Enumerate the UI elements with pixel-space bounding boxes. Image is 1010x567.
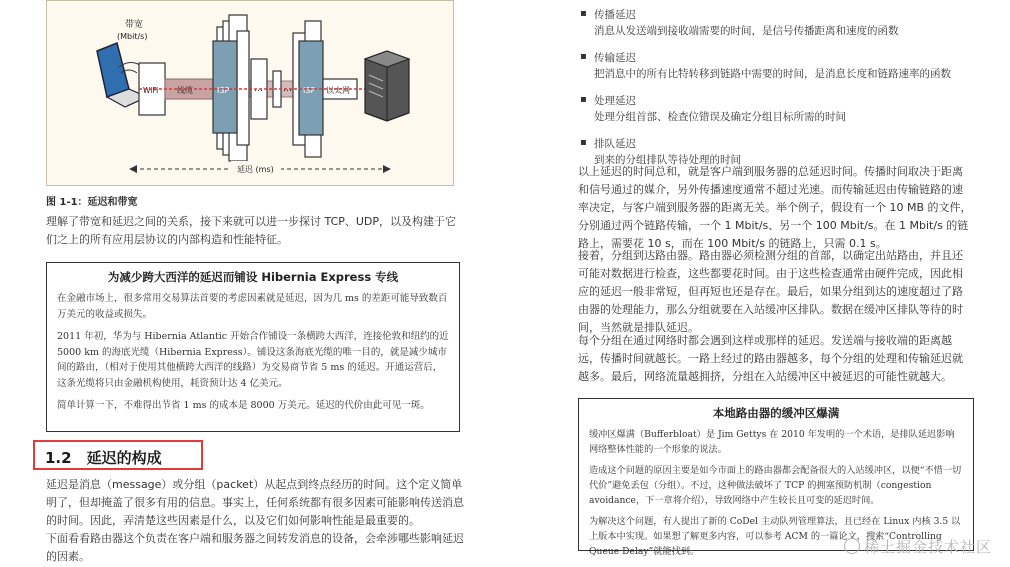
- total-latency-paragraph: 以上延迟的时间总和，就是客户端到服务器的总延迟时间。传播时间取决于距离和信号通过的媒介，另外传播速度通常不超过光速。而传输延迟由传输链路的速率决定，与客户端到服务器的距离无关。举个例子，假设有一个 10 MB 的文件，分别通过两个链路传输，一个 1 Mbit/s、另一个 100 Mbit/s。在 1 Mbit/s 的链路上，需要花 10 s，而在 100 Mbit/s 的链路上，只需 0.1 s。: [578, 165, 972, 250]
- sidebar-paragraph-3: 简单计算一下，不难得出节省 1 ms 的成本是 8000 万美元。延迟的代价由此可见一斑。: [57, 400, 430, 411]
- latency-definition-paragraph: 延迟是消息（message）或分组（packet）从起点到终点经历的时间。这个定义简单明了，但却掩盖了很多有用的信息。事实上，任何系统都有很多因素可能影响传送消息的时间。因此，弄清楚这些因素是什么，以及它们如何影响性能是最重要的。: [46, 478, 464, 527]
- section-heading-highlight: [33, 440, 203, 470]
- sidebar-title: 为减少跨大西洋的延迟而铺设 Hibernia Express 专线: [107, 270, 399, 284]
- bufferbloat-sidebar: [578, 398, 974, 557]
- sidebar-paragraph-2: 2011 年初，华为与 Hibernia Atlantic 开始合作铺设一条横跨大西洋，连接伦敦和纽约的近 5000 km 的海底光缆（Hibernia Express）。铺设这条海底光缆的唯一目的，就是减少城市间的路由，（相对于使用其他横跨大西洋的线路）为交易商节省 5 ms 的延迟。开通运营后，这条光缆将只由金融机构使用，耗资预计达 4 亿美元。: [57, 331, 449, 389]
- watermark: [844, 536, 992, 557]
- ethernet-label: 以太网: [326, 86, 350, 95]
- section-heading: 1.2 延迟的构成: [45, 449, 162, 467]
- list-item: [578, 51, 968, 82]
- bandwidth-label-1: 带宽: [125, 20, 144, 30]
- router-processing-paragraph: 接着，分组到达路由器。路由器必须检测分组的首部，以确定出站路由，并且还可能对数据进行检查，这些都要花时间。由于这些检查通常由硬件完成，因此相应的延迟一般非常短，但再短也还是存在。最后，如果分组到达的速度超过了路由器的处理能力，那么分组就要在入站缓冲区排队。数据在缓冲区排队等待的时间，当然就是排队延迟。: [578, 249, 963, 334]
- bandwidth-label-2: (Mbit/s): [117, 32, 148, 41]
- list-item-title: ▪ 传播延迟: [594, 9, 636, 21]
- delay-type-list: [578, 8, 968, 180]
- intro-paragraph: 理解了带宽和延迟之间的关系，接下来就可以进一步探讨 TCP、UDP，以及构建于它们之上的所有应用层协议的内部构造和性能特征。: [46, 215, 457, 246]
- list-item-title: ▪ 传输延迟: [594, 52, 636, 64]
- list-item: [578, 94, 968, 125]
- list-item-desc: 到来的分组排队等待处理的时间: [594, 154, 741, 166]
- latency-label: 延迟 (ms): [237, 165, 274, 174]
- latency-bandwidth-figure: [46, 0, 454, 186]
- list-item-title: ▪ 排队延迟: [594, 138, 636, 150]
- dots-label-2: …: [283, 84, 292, 94]
- network-delay-paragraph: 每个分组在通过网络时都会遇到这样或那样的延迟。发送端与接收端的距离越远，传播时间就越长。一路上经过的路由器越多，每个分组的处理和传输延迟就越多。最后，网络流量越拥挤，分组在入站缓冲区中被延迟的可能性就越大。: [578, 334, 963, 383]
- cable-label: 线缆: [177, 86, 193, 95]
- watermark-logo-icon: [844, 538, 860, 554]
- isp-label-1: ISP: [217, 86, 230, 95]
- network-diagram: [47, 1, 453, 185]
- sidebar-paragraph-3: 为解决这个问题，有人提出了新的 CoDel 主动队列管理算法，且已经在 Linux 内核 3.5 以上版本中实现。如果想了解更多内容，可以参考 ACM 的一篇论文，搜索“Controlling Queue Delay”就能找到。: [589, 516, 961, 557]
- list-item-desc: 把消息中的所有比特转移到链路中需要的时间，是消息长度和链路速率的函数: [594, 68, 951, 80]
- hibernia-sidebar: [46, 262, 460, 432]
- server-icon: [365, 51, 409, 121]
- wifi-label: WiFi: [143, 86, 159, 95]
- watermark-text: 稀土掘金技术社区: [863, 538, 992, 556]
- list-item-desc: 消息从发送端到接收端需要的时间，是信号传播距离和速度的函数: [594, 25, 899, 37]
- list-item: [578, 8, 968, 39]
- sidebar-title: 本地路由器的缓冲区爆满: [712, 406, 840, 420]
- figure-caption: 图 1-1：延迟和带宽: [46, 197, 138, 208]
- list-item-title: ▪ 处理延迟: [594, 95, 636, 107]
- sidebar-paragraph-1: 缓冲区爆满（Bufferbloat）是 Jim Gettys 在 2010 年发明的一个术语，是排队延迟影响网络整体性能的一个形象的说法。: [589, 429, 955, 455]
- dots-label-1: …: [254, 84, 263, 94]
- sidebar-paragraph-1: 在金融市场上，很多常用交易算法首要的考虑因素就是延迟，因为几 ms 的差距可能导致数百万美元的收益或损失。: [57, 293, 448, 320]
- list-item-desc: 处理分组首部、检查位错误及确定分组目标所需的时间: [594, 111, 846, 123]
- sidebar-paragraph-2: 造成这个问题的原因主要是如今市面上的路由器都会配备很大的入站缓冲区，以便“不惜一切代价”避免丢包（分组）。不过，这种做法破坏了 TCP 的拥塞预防机制（congestion avoidance，下一章将介绍），导致网络中产生较长且可变的延迟时间。: [589, 465, 962, 506]
- router-paragraph: 下面看看路由器这个负责在客户端和服务器之间转发消息的设备，会牵涉哪些影响延迟的因素。: [46, 532, 464, 563]
- isp-label-2: ISP: [303, 86, 316, 95]
